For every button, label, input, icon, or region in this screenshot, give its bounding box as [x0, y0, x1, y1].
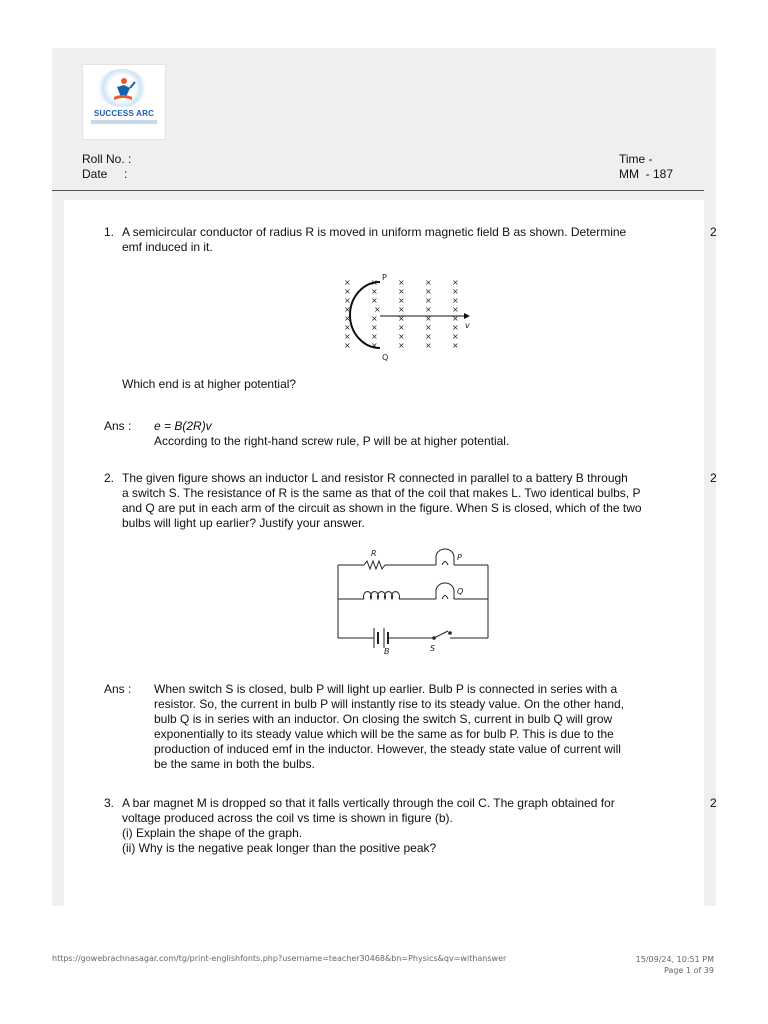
switch-symbol	[434, 631, 448, 638]
question-text	[122, 471, 682, 531]
svg-text:×: ×	[425, 296, 432, 305]
question-text-line: and Q are put in each arm of the circuit as shown in the figure. When S is closed, which of the two	[122, 501, 642, 515]
answer-line: e = B(2R)v	[154, 419, 212, 433]
svg-text:×: ×	[425, 323, 432, 332]
svg-text:×: ×	[398, 323, 405, 332]
svg-text:×: ×	[398, 341, 405, 350]
footer-page: Page 1 of 39	[664, 966, 714, 975]
marks: 2	[710, 471, 717, 485]
label-p: P	[457, 553, 462, 562]
footer-meta	[636, 954, 714, 976]
question-text	[122, 796, 682, 856]
svg-text:×: ×	[425, 278, 432, 287]
question-text-line: (ii) Why is the negative peak longer than the positive peak?	[122, 841, 437, 855]
label-s: S	[430, 644, 436, 653]
svg-text:×: ×	[344, 314, 351, 323]
circuit-figure	[324, 545, 494, 657]
svg-text:×: ×	[452, 305, 459, 314]
svg-text:×: ×	[344, 341, 351, 350]
marks: 2	[710, 796, 717, 810]
svg-text:×: ×	[344, 296, 351, 305]
svg-text:×: ×	[425, 332, 432, 341]
footer-datetime: 15/09/24, 10:51 PM	[635, 955, 714, 964]
svg-text:×: ×	[371, 332, 378, 341]
question-text-line: bulbs will light up earlier? Justify your answer.	[122, 516, 365, 530]
svg-text:×: ×	[425, 314, 432, 323]
svg-text:×: ×	[371, 314, 378, 323]
question-1-followup: Which end is at higher potential?	[122, 377, 297, 391]
svg-text:×: ×	[452, 287, 459, 296]
question-number: 2.	[103, 471, 114, 485]
svg-text:×: ×	[452, 278, 459, 287]
svg-text:×: ×	[425, 305, 432, 314]
svg-text:×: ×	[398, 296, 405, 305]
logo	[82, 64, 166, 140]
person-icon	[109, 75, 137, 109]
semicircle-field-figure	[344, 272, 474, 364]
question-text-line: The given figure shows an inductor L and resistor R connected in parallel to a battery B through	[122, 471, 628, 485]
svg-text:×: ×	[371, 341, 378, 350]
svg-text:×: ×	[452, 314, 459, 323]
answer-line: When switch S is closed, bulb P will light up earlier. Bulb P is connected in series with a	[154, 682, 618, 696]
question-text-line: emf induced in it.	[122, 240, 213, 254]
answer-label: Ans :	[104, 682, 132, 696]
svg-text:×: ×	[425, 287, 432, 296]
label-r: R	[371, 549, 377, 558]
bulb-p-symbol	[436, 549, 454, 565]
label-q: Q	[457, 587, 464, 596]
svg-text:×: ×	[452, 332, 459, 341]
svg-text:×: ×	[398, 314, 405, 323]
footer-url[interactable]: https://gowebrachnasagar.com/tg/print-englishfonts.php?username=teacher30468&bn=Physics&qv=withanswer	[52, 954, 507, 963]
answer-line: According to the right-hand screw rule, P will be at higher potential.	[154, 434, 510, 448]
svg-text:×: ×	[371, 296, 378, 305]
question-text-line: voltage produced across the coil vs time is shown in figure (b).	[122, 811, 453, 825]
time-mm-block	[619, 152, 673, 182]
question-text-line: A semicircular conductor of radius R is moved in uniform magnetic field B as shown. Determine	[122, 225, 627, 239]
max-marks-label: MM - 187	[619, 167, 674, 181]
answer-line: be the same in both the bulbs.	[154, 757, 315, 771]
bulb-q-symbol	[436, 583, 454, 599]
svg-text:×: ×	[344, 278, 351, 287]
answer-line: exponentially to its steady value which will be the same as for bulb P. This is due to the	[154, 727, 614, 741]
svg-text:×: ×	[344, 287, 351, 296]
svg-text:×: ×	[344, 332, 351, 341]
svg-text:×: ×	[452, 296, 459, 305]
resistor-symbol	[364, 561, 385, 569]
question-text-line: a switch S. The resistance of R is the same as that of the coil that makes L. Two identical bulbs, P	[122, 486, 641, 500]
svg-text:×: ×	[371, 287, 378, 296]
label-b: B	[384, 647, 390, 656]
svg-text:×: ×	[452, 341, 459, 350]
answer-1	[154, 419, 654, 449]
roll-label: Roll No. :	[82, 152, 132, 166]
question-text	[122, 225, 682, 255]
question-text-line: (i) Explain the shape of the graph.	[122, 826, 303, 840]
label-q: Q	[382, 353, 389, 362]
answer-2	[154, 682, 654, 772]
answer-line: resistor. So, the current in bulb P will instantly rise to its steady value. On the other hand,	[154, 697, 625, 711]
svg-text:×: ×	[344, 305, 351, 314]
question-number: 1.	[103, 225, 114, 239]
time-label: Time -	[619, 152, 653, 166]
svg-text:×: ×	[398, 278, 405, 287]
answer-label: Ans :	[104, 419, 132, 433]
svg-text:×: ×	[452, 323, 459, 332]
label-p: P	[382, 273, 387, 282]
svg-text:×: ×	[344, 323, 351, 332]
question-area	[64, 200, 717, 906]
svg-text:×: ×	[374, 305, 381, 314]
answer-line: production of induced emf in the inductor. However, the steady state value of current will	[154, 742, 621, 756]
svg-text:×: ×	[398, 287, 405, 296]
header-divider	[52, 190, 704, 191]
marks: 2	[710, 225, 717, 239]
question-number: 3.	[103, 796, 114, 810]
logo-text: SUCCESS ARC	[93, 109, 155, 118]
roll-date-block	[82, 152, 131, 182]
battery-symbol	[374, 628, 388, 648]
svg-text:×: ×	[398, 305, 405, 314]
svg-text:×: ×	[425, 341, 432, 350]
svg-text:×: ×	[371, 323, 378, 332]
page-sheet	[52, 48, 716, 906]
date-label: Date :	[82, 167, 128, 181]
inductor-symbol	[364, 592, 400, 599]
label-v: v	[465, 321, 470, 330]
question-text-line: A bar magnet M is dropped so that it falls vertically through the coil C. The graph obtained for	[122, 796, 615, 810]
svg-text:×: ×	[371, 278, 378, 287]
answer-line: bulb Q is in series with an inductor. On closing the switch S, current in bulb Q will grow	[154, 712, 613, 726]
svg-text:×: ×	[398, 332, 405, 341]
